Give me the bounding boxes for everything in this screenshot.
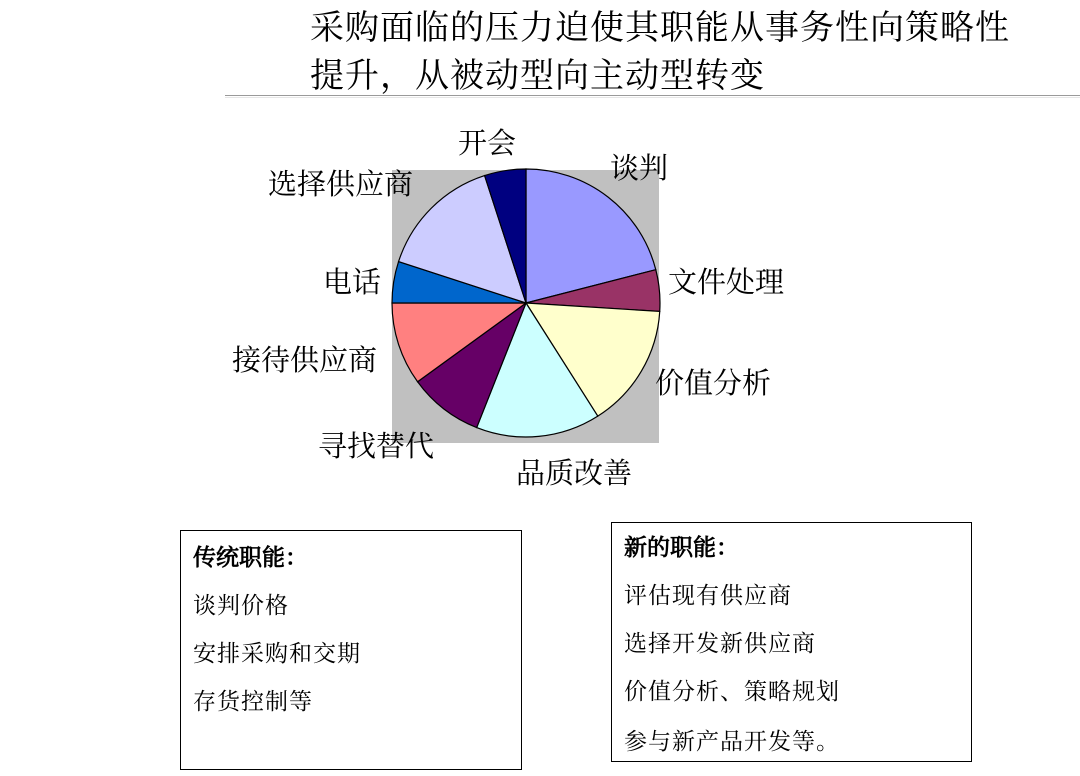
slice-label: 开会 xyxy=(458,126,517,160)
slice-label: 价值分析 xyxy=(655,366,772,400)
slice-label: 选择供应商 xyxy=(268,167,414,201)
new-functions-title: 新的职能： xyxy=(624,534,739,561)
slice-label: 寻找替代 xyxy=(318,429,435,463)
slice-label: 文件处理 xyxy=(668,265,785,299)
pie-chart xyxy=(0,100,1080,520)
slide-title xyxy=(310,4,1070,100)
slice-label: 品质改善 xyxy=(516,456,633,490)
pie-slices xyxy=(392,169,660,437)
new-item: 价值分析、策略规划 xyxy=(624,679,840,705)
traditional-item: 安排采购和交期 xyxy=(193,641,361,667)
slice-label: 谈判 xyxy=(610,151,669,185)
title-line-1: 采购面临的压力迫使其职能从事务性向策略性 xyxy=(310,8,1010,48)
traditional-functions-title: 传统职能： xyxy=(193,544,308,571)
new-item: 选择开发新供应商 xyxy=(624,631,816,657)
new-item: 参与新产品开发等。 xyxy=(624,729,840,755)
traditional-item: 谈判价格 xyxy=(193,593,289,619)
traditional-functions-box xyxy=(180,530,522,770)
title-divider xyxy=(225,95,1080,96)
new-item: 评估现有供应商 xyxy=(624,583,792,609)
title-line-2: 提升，从被动型向主动型转变 xyxy=(310,56,765,96)
slice-label: 接待供应商 xyxy=(232,343,378,377)
slice-label: 电话 xyxy=(323,265,382,299)
new-functions-box xyxy=(611,522,972,762)
traditional-item: 存货控制等 xyxy=(193,689,313,715)
